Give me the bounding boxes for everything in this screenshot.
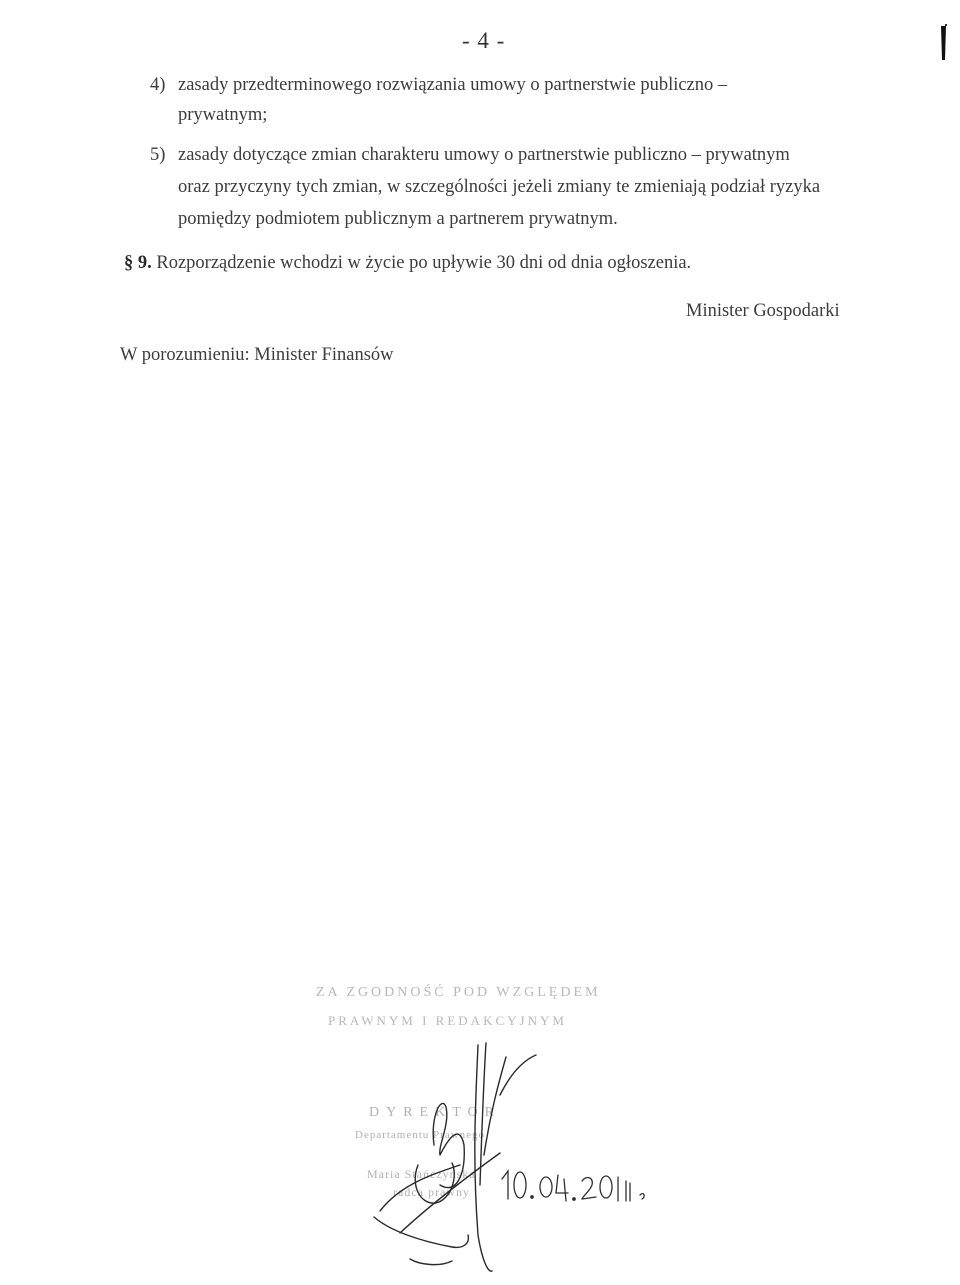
stamp-line-2: PRAWNYM I REDAKCYJNYM xyxy=(328,1013,567,1028)
director-role: radca prawny xyxy=(393,1185,470,1199)
page-number: - 4 - xyxy=(462,28,506,53)
item-5-line-1 xyxy=(150,145,790,166)
agreement-line: W porozumieniu: Minister Finansów xyxy=(120,345,394,365)
paragraph-9-text: Rozporządzenie wchodzi w życie po upływie 30 dni od dnia ogłoszenia. xyxy=(156,253,692,273)
item-4-number: 4) xyxy=(150,75,166,95)
item-5-line-3: pomiędzy podmiotem publicznym a partnerem prywatnym. xyxy=(178,209,618,229)
director-name: Maria Stańczyńska xyxy=(367,1167,476,1181)
item-5-number: 5) xyxy=(150,145,166,165)
paragraph-sign: § 9. xyxy=(124,253,152,273)
scan-edge-mark xyxy=(938,24,948,68)
signer-minister: Minister Gospodarki xyxy=(686,301,840,321)
director-title: DYREKTOR xyxy=(369,1105,501,1120)
stamp-line-1: ZA ZGODNOŚĆ POD WZGLĘDEM xyxy=(316,985,601,1000)
signature-date: 10.04.2006 r. xyxy=(360,1035,366,1036)
handwritten-signature xyxy=(360,1035,660,1275)
item-4-line-2: prywatnym; xyxy=(178,105,268,125)
director-department: Departamentu Prawnego xyxy=(355,1129,486,1141)
item-4-text-1: zasady przedterminowego rozwiązania umowy o partnerstwie publiczno – xyxy=(178,75,728,95)
item-4-line-1 xyxy=(150,75,727,96)
item-5-line-2: oraz przyczyny tych zmian, w szczególności jeżeli zmiany te zmieniają podział ryzyka xyxy=(178,177,821,197)
paragraph-9 xyxy=(124,253,691,274)
item-5-text-1: zasady dotyczące zmian charakteru umowy o partnerstwie publiczno – prywatnym xyxy=(178,145,790,165)
